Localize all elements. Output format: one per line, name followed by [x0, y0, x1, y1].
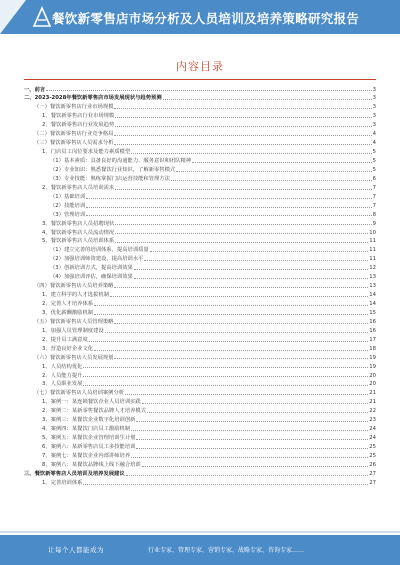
- toc-entry-page: 11: [369, 247, 376, 254]
- toc-entry-title: 7、案例七：某餐饮企业内部讲师培养: [42, 452, 131, 459]
- toc-entry-title: （2）加强培训师资建设，提高培训水平: [50, 256, 144, 263]
- toc-entry[interactable]: [24, 102, 376, 111]
- toc-divider: [24, 79, 376, 80]
- toc-entry[interactable]: [24, 147, 376, 156]
- toc-entry-title: （3）管理培训: [50, 211, 86, 218]
- toc-leader-dots: [150, 251, 369, 252]
- toc-leader-dots: [142, 466, 369, 467]
- toc-entry[interactable]: [24, 164, 376, 173]
- toc-leader-dots: [89, 341, 369, 342]
- toc-entry[interactable]: [24, 120, 376, 129]
- toc-entry-title: 5、餐饮新零售店人员培训体系: [42, 238, 115, 245]
- toc-entry-page: 10: [369, 229, 376, 236]
- toc-entry[interactable]: [24, 361, 376, 370]
- toc-entry-title: （七）餐饮新零售店人员培训案例分析: [34, 390, 125, 397]
- toc-entry-page: 3: [372, 86, 376, 93]
- toc-entry-title: （2）技能培训: [50, 202, 86, 209]
- toc-entry-title: （五）餐饮新零售店人员管理策略: [34, 318, 114, 325]
- toc-entry[interactable]: [24, 173, 376, 182]
- toc-entry[interactable]: [24, 379, 376, 388]
- toc-entry-title: 2、提升员工满意度: [42, 336, 88, 343]
- toc-entry-title: 2、餐饮新零售店人员培训需求: [42, 184, 115, 191]
- toc-leader-dots: [131, 457, 368, 458]
- toc-entry-page: 3: [372, 122, 376, 129]
- toc-heading: 内容目录: [176, 60, 224, 73]
- toc-leader-dots: [114, 144, 371, 145]
- toc-leader-dots: [136, 448, 368, 449]
- toc-entry[interactable]: [24, 236, 376, 245]
- toc-entry[interactable]: [24, 415, 376, 424]
- toc-leader-dots: [144, 260, 368, 261]
- footer-tagline: 行业专家、管理专家、营销专家、战略专家、咨询专家……: [148, 547, 305, 554]
- toc-entry[interactable]: [24, 156, 376, 165]
- toc-leader-dots: [115, 189, 371, 190]
- toc-leader-dots: [192, 162, 372, 163]
- toc-entry-page: 19: [369, 363, 376, 370]
- toc-leader-dots: [115, 233, 368, 234]
- toc-entry-page: 16: [369, 327, 376, 334]
- toc-entry-page: 24: [369, 426, 376, 433]
- logo-mark-icon: [32, 6, 52, 28]
- toc-entry-page: 22: [369, 408, 376, 415]
- toc-entry-title: （3）创新培训方式，提高培训效果: [50, 265, 133, 272]
- toc-leader-dots: [136, 421, 368, 422]
- toc-entry[interactable]: [24, 299, 376, 308]
- toc-entry[interactable]: [24, 138, 376, 147]
- toc-entry-title: 1、人员结构优化: [42, 363, 83, 370]
- toc-entry[interactable]: [24, 316, 376, 325]
- toc-entry-title: 8、案例八：某餐饮品牌线上线下融合培训: [42, 461, 141, 468]
- toc-entry-page: 25: [369, 452, 376, 459]
- toc-entry[interactable]: [24, 343, 376, 352]
- page-header: [0, 0, 400, 34]
- toc-leader-dots: [83, 376, 368, 377]
- toc-entry-title: （一）餐饮新零售店行业市场规模: [34, 104, 114, 111]
- toc-entry-title: 1、案例一：某连锁餐饮企业人员培训实践: [42, 399, 141, 406]
- toc-entry[interactable]: [24, 209, 376, 218]
- toc-leader-dots: [46, 90, 371, 91]
- toc-entry[interactable]: [24, 272, 376, 281]
- toc-entry-page: 18: [369, 345, 376, 352]
- toc-entry[interactable]: [24, 227, 376, 236]
- toc-entry-page: 16: [369, 318, 376, 325]
- toc-entry-title: 2、人员能力提升: [42, 372, 83, 379]
- toc-entry[interactable]: [24, 191, 376, 200]
- toc-entry-page: 14: [369, 292, 376, 299]
- toc-leader-dots: [94, 350, 368, 351]
- toc-entry-page: 23: [369, 417, 376, 424]
- toc-entry-page: 4: [372, 140, 376, 147]
- toc-entry-title: 3、营造良好企业文化: [42, 345, 94, 352]
- toc-entry[interactable]: [24, 433, 376, 442]
- toc-entry-title: （1）建立完善的培训体系，提高培训质量: [50, 247, 149, 254]
- toc-leader-dots: [114, 358, 368, 359]
- toc-leader-dots: [83, 484, 368, 485]
- toc-entry[interactable]: [24, 397, 376, 406]
- toc-leader-dots: [94, 305, 368, 306]
- header-corner-decoration: [0, 0, 26, 34]
- toc-entry[interactable]: [24, 307, 376, 316]
- toc-entry-title: （四）餐饮新零售店人员培养策略: [34, 283, 114, 290]
- toc-leader-dots: [136, 439, 368, 440]
- toc-entry[interactable]: [24, 388, 376, 397]
- toc-leader-dots: [171, 180, 372, 181]
- toc-entry-title: 4、餐饮新零售店人员流动情况: [42, 229, 115, 236]
- toc-entry[interactable]: [24, 424, 376, 433]
- toc-leader-dots: [110, 296, 368, 297]
- toc-entry[interactable]: [24, 84, 376, 93]
- toc-entry-title: 6、案例六：某新零售店员工多技能培训: [42, 444, 136, 451]
- toc-entry[interactable]: [24, 325, 376, 334]
- toc-entry-page: 25: [369, 444, 376, 451]
- toc-entry-page: 13: [369, 274, 376, 281]
- toc-entry-page: 9: [372, 220, 376, 227]
- toc-entry-page: 7: [372, 184, 376, 191]
- toc-entry[interactable]: [24, 182, 376, 191]
- toc-leader-dots: [115, 117, 371, 118]
- toc-entry[interactable]: [24, 450, 376, 459]
- toc-entry-page: 24: [369, 435, 376, 442]
- toc-entry-page: 21: [369, 390, 376, 397]
- toc-entry[interactable]: [24, 129, 376, 138]
- toc-entry-title: 1、完善培训体系: [42, 479, 83, 486]
- toc-entry[interactable]: [24, 352, 376, 361]
- toc-entry-page: 5: [372, 158, 376, 165]
- toc-entry[interactable]: [24, 111, 376, 120]
- toc-entry-page: 7: [372, 193, 376, 200]
- footer-divider: [0, 531, 400, 533]
- toc-leader-dots: [114, 323, 368, 324]
- toc-entry-page: 20: [369, 381, 376, 388]
- toc-entry[interactable]: [24, 468, 376, 477]
- table-of-contents: [24, 84, 376, 486]
- toc-entry[interactable]: [24, 254, 376, 263]
- toc-leader-dots: [114, 287, 368, 288]
- toc-leader-dots: [86, 207, 371, 208]
- toc-entry-title: 5、案例五：某餐饮企业管理培训生计划: [42, 435, 136, 442]
- page-footer: [0, 535, 400, 565]
- toc-entry-page: 12: [369, 265, 376, 272]
- toc-entry-page: 4: [372, 131, 376, 138]
- toc-entry[interactable]: [24, 442, 376, 451]
- toc-entry-title: （2）专业知识：熟悉餐饮行业知识，了解新零售模式: [50, 166, 176, 173]
- toc-entry-page: 14: [369, 301, 376, 308]
- toc-entry-page: 3: [372, 104, 376, 111]
- toc-entry-page: 7: [372, 202, 376, 209]
- toc-leader-dots: [176, 171, 371, 172]
- toc-leader-dots: [114, 108, 371, 109]
- toc-leader-dots: [115, 126, 371, 127]
- toc-entry-page: 17: [369, 336, 376, 343]
- toc-entry-page: 11: [369, 238, 376, 245]
- toc-leader-dots: [105, 332, 369, 333]
- toc-entry-page: 8: [372, 211, 376, 218]
- toc-leader-dots: [142, 403, 369, 404]
- toc-leader-dots: [163, 99, 372, 100]
- toc-entry-title: 三、餐饮新零售店人员培训及培养发展建议: [24, 470, 125, 477]
- toc-entry-title: （六）餐饮新零售店人员发展规划: [34, 354, 114, 361]
- toc-entry-title: 1、建立科学的人才选拔机制: [42, 292, 109, 299]
- toc-entry[interactable]: [24, 290, 376, 299]
- toc-entry-page: 11: [369, 256, 376, 263]
- toc-entry-page: 3: [372, 95, 376, 102]
- toc-leader-dots: [86, 215, 371, 216]
- toc-entry-page: 26: [369, 461, 376, 468]
- toc-entry-title: （1）基本素质：具备良好的沟通能力、服务意识和团队精神: [50, 158, 192, 165]
- toc-entry-page: 3: [372, 113, 376, 120]
- toc-entry[interactable]: [24, 218, 376, 227]
- toc-entry[interactable]: [24, 459, 376, 468]
- toc-leader-dots: [134, 278, 368, 279]
- toc-entry-title: （4）加强培训评估，确保培训效果: [50, 274, 133, 281]
- toc-entry-title: 一、前言: [24, 86, 46, 93]
- toc-entry-title: 2、餐饮新零售店行业发展趋势: [42, 122, 115, 129]
- toc-leader-dots: [115, 242, 368, 243]
- toc-leader-dots: [114, 135, 371, 136]
- toc-leader-dots: [83, 385, 368, 386]
- toc-leader-dots: [83, 367, 368, 368]
- toc-entry-title: 3、人员职业发展: [42, 381, 83, 388]
- toc-entry-title: 4、案例四：某餐饮门店员工激励机制: [42, 426, 131, 433]
- toc-entry-page: 19: [369, 354, 376, 361]
- toc-entry[interactable]: [24, 281, 376, 290]
- toc-entry-title: （二）餐饮新零售店行业竞争格局: [34, 131, 114, 138]
- toc-entry-page: 13: [369, 283, 376, 290]
- toc-leader-dots: [134, 269, 368, 270]
- toc-entry[interactable]: [24, 263, 376, 272]
- toc-entry-title: 3、餐饮新零售店人员招聘现状: [42, 220, 115, 227]
- toc-entry-page: 27: [369, 470, 376, 477]
- toc-leader-dots: [94, 314, 368, 315]
- toc-entry-page: 5: [372, 166, 376, 173]
- toc-entry[interactable]: [24, 200, 376, 209]
- toc-entry-title: （3）专业技能：熟练掌握门店运营技能和管理方法: [50, 175, 170, 182]
- toc-entry[interactable]: [24, 370, 376, 379]
- toc-entry-title: 3、优化薪酬激励机制: [42, 309, 94, 316]
- toc-entry-title: （三）餐饮新零售店人员需求分析: [34, 140, 114, 147]
- toc-entry-page: 5: [372, 149, 376, 156]
- toc-entry-page: 27: [369, 479, 376, 486]
- toc-entry[interactable]: [24, 93, 376, 102]
- toc-entry-title: 1、加强人员管理制度建设: [42, 327, 104, 334]
- toc-leader-dots: [115, 224, 371, 225]
- toc-entry-title: 1、门店员工岗位要求及能力素质模型: [42, 149, 131, 156]
- toc-entry-page: 21: [369, 399, 376, 406]
- toc-leader-dots: [86, 198, 371, 199]
- toc-leader-dots: [125, 394, 368, 395]
- toc-entry[interactable]: [24, 334, 376, 343]
- toc-entry[interactable]: [24, 406, 376, 415]
- toc-entry[interactable]: [24, 245, 376, 254]
- toc-entry-title: 3、案例三：某餐饮企业数字化培训创新: [42, 417, 136, 424]
- toc-leader-dots: [147, 412, 368, 413]
- toc-entry-title: （1）基础培训: [50, 193, 86, 200]
- toc-leader-dots: [131, 153, 372, 154]
- toc-entry[interactable]: [24, 477, 376, 486]
- toc-entry-page: 15: [369, 309, 376, 316]
- toc-leader-dots: [131, 430, 368, 431]
- toc-entry-title: 2、案例二：某新零售餐饮品牌人才培养模式: [42, 408, 147, 415]
- toc-entry-title: 二、2023-2028年餐饮新零售店市场发展现状与趋势预测: [24, 95, 162, 102]
- toc-entry-page: 20: [369, 372, 376, 379]
- toc-leader-dots: [126, 475, 369, 476]
- footer-slogan: 让每个人都能成为: [48, 546, 104, 554]
- toc-entry-title: 2、完善人才培养体系: [42, 301, 94, 308]
- report-title: 餐饮新零售店市场分析及人员培训及培养策略研究报告: [52, 11, 360, 26]
- toc-entry-title: 1、餐饮新零售店行业市场规模: [42, 113, 115, 120]
- toc-entry-page: 6: [372, 175, 376, 182]
